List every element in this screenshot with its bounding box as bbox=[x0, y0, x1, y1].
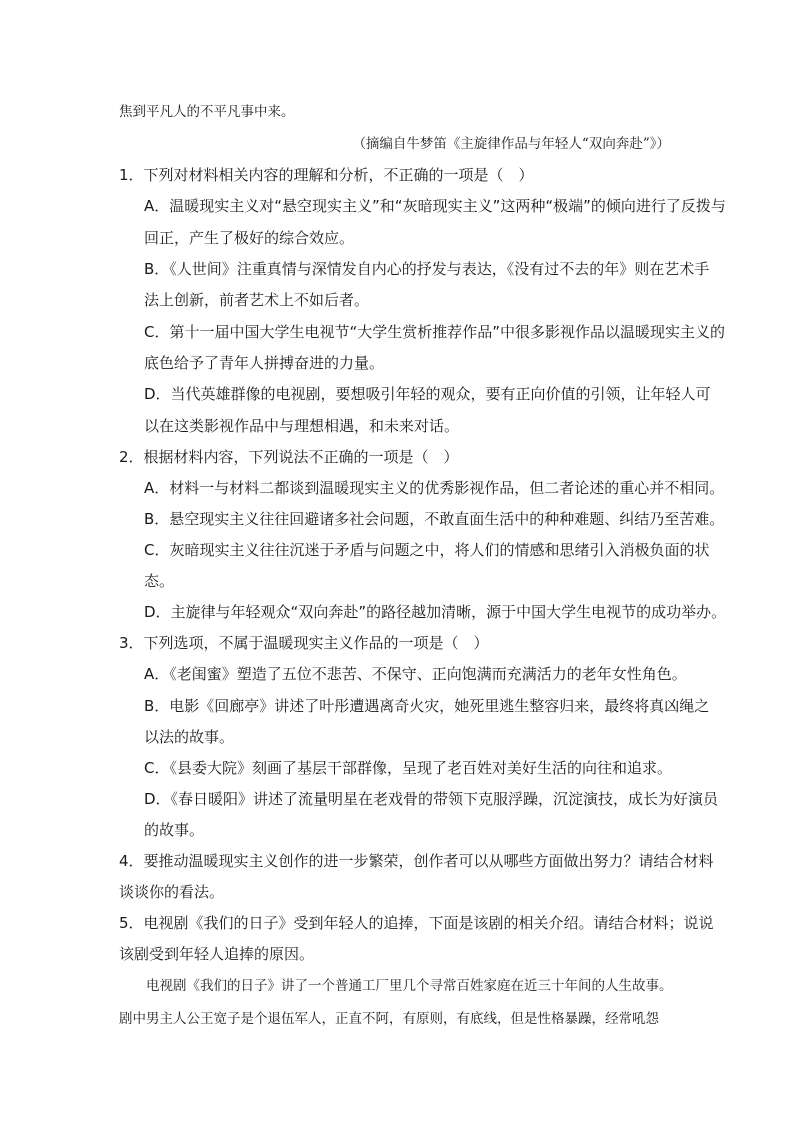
question-5-stem: 5．电视剧《我们的日子》受到年轻人的追捧，下面是该剧的相关介绍。请结合材料；说说 bbox=[119, 914, 714, 932]
passage-line-1: 电视剧《我们的日子》讲了一个普通工厂里几个寻常百姓家庭在近三十年间的人生故事。 bbox=[146, 978, 673, 994]
question-2-option-a: A．材料一与材料二都谈到温暖现实主义的优秀影视作品，但二者论述的重心并不相同。 bbox=[144, 479, 725, 497]
question-1-option-c: C．第十一届中国大学生电视节“大学生赏析推荐作品”中很多影视作品以温暖现实主义的 bbox=[144, 323, 726, 341]
question-3-option-c: C．《县委大院》刻画了基层干部群像，呈现了老百姓对美好生活的向往和追求。 bbox=[144, 759, 672, 777]
source-citation: （摘编自牛梦笛《主旋律作品与年轻人“双向奔赴”》） bbox=[352, 136, 670, 152]
question-1-stem: 1．下列对材料相关内容的理解和分析，不正确的一项是（ ） bbox=[119, 166, 534, 184]
question-3-option-b-cont: 以法的故事。 bbox=[144, 728, 235, 746]
question-1-option-a-cont: 回正，产生了极好的综合效应。 bbox=[144, 229, 355, 247]
question-2-option-d: D．主旋律与年轻观众“双向奔赴”的路径越加清晰，源于中国大学生电视节的成功举办。 bbox=[144, 603, 727, 621]
question-2-stem: 2．根据材料内容，下列说法不正确的一项是（ ） bbox=[119, 448, 459, 466]
question-1-option-d: D．当代英雄群像的电视剧，要想吸引年轻的观众，要有正向价值的引领，让年轻人可 bbox=[144, 385, 711, 403]
question-2-option-c-cont: 态。 bbox=[144, 572, 175, 590]
question-5-stem-cont: 该剧受到年轻人追捧的原因。 bbox=[119, 945, 315, 963]
question-1-option-d-cont: 以在这类影视作品中与理想相遇，和未来对话。 bbox=[144, 417, 460, 435]
question-3-option-d: D．《春日暖阳》讲述了流量明星在老戏骨的带领下克服浮躁，沉淀演技，成长为好演员 bbox=[144, 790, 719, 808]
question-4-stem: 4．要推动温暖现实主义创作的进一步繁荣，创作者可以从哪些方面做出努力？请结合材料 bbox=[119, 852, 714, 870]
question-3-option-b: B．电影《回廊亭》讲述了叶彤遭遇离奇火灾，她死里逃生整容归来，最终将真凶绳之 bbox=[144, 697, 710, 715]
preceding-passage-line: 焦到平凡人的不平凡事中来。 bbox=[119, 104, 295, 120]
question-2-option-b: B．悬空现实主义往往回避诸多社会问题，不敢直面生活中的种种难题、纠结乃至苦难。 bbox=[144, 510, 725, 528]
question-1-option-a: A．温暖现实主义对“悬空现实主义”和“灰暗现实主义”这两种“极端”的倾向进行了反拨与 bbox=[144, 197, 726, 215]
question-4-stem-cont: 谈谈你的看法。 bbox=[119, 883, 225, 901]
question-1-option-c-cont: 底色给予了青年人拼搏奋进的力量。 bbox=[144, 354, 385, 372]
question-3-option-d-cont: 的故事。 bbox=[144, 821, 205, 839]
question-3-option-a: A．《老闺蜜》塑造了五位不悲苦、不保守、正向饱满而充满活力的老年女性角色。 bbox=[144, 665, 687, 683]
passage-line-2: 剧中男主人公王宽子是个退伍军人，正直不阿，有原则，有底线，但是性格暴躁，经常吼怨 bbox=[119, 1011, 659, 1027]
question-3-stem: 3．下列选项，不属于温暖现实主义作品的一项是（ ） bbox=[119, 634, 489, 652]
question-1-option-b: B．《人世间》注重真情与深情发自内心的抒发与表达，《没有过不去的年》则在艺术手 bbox=[144, 260, 710, 278]
question-2-option-c: C．灰暗现实主义往往沉迷于矛盾与问题之中，将人们的情感和思绪引入消极负面的状 bbox=[144, 541, 710, 559]
question-1-option-b-cont: 法上创新，前者艺术上不如后者。 bbox=[144, 291, 370, 309]
